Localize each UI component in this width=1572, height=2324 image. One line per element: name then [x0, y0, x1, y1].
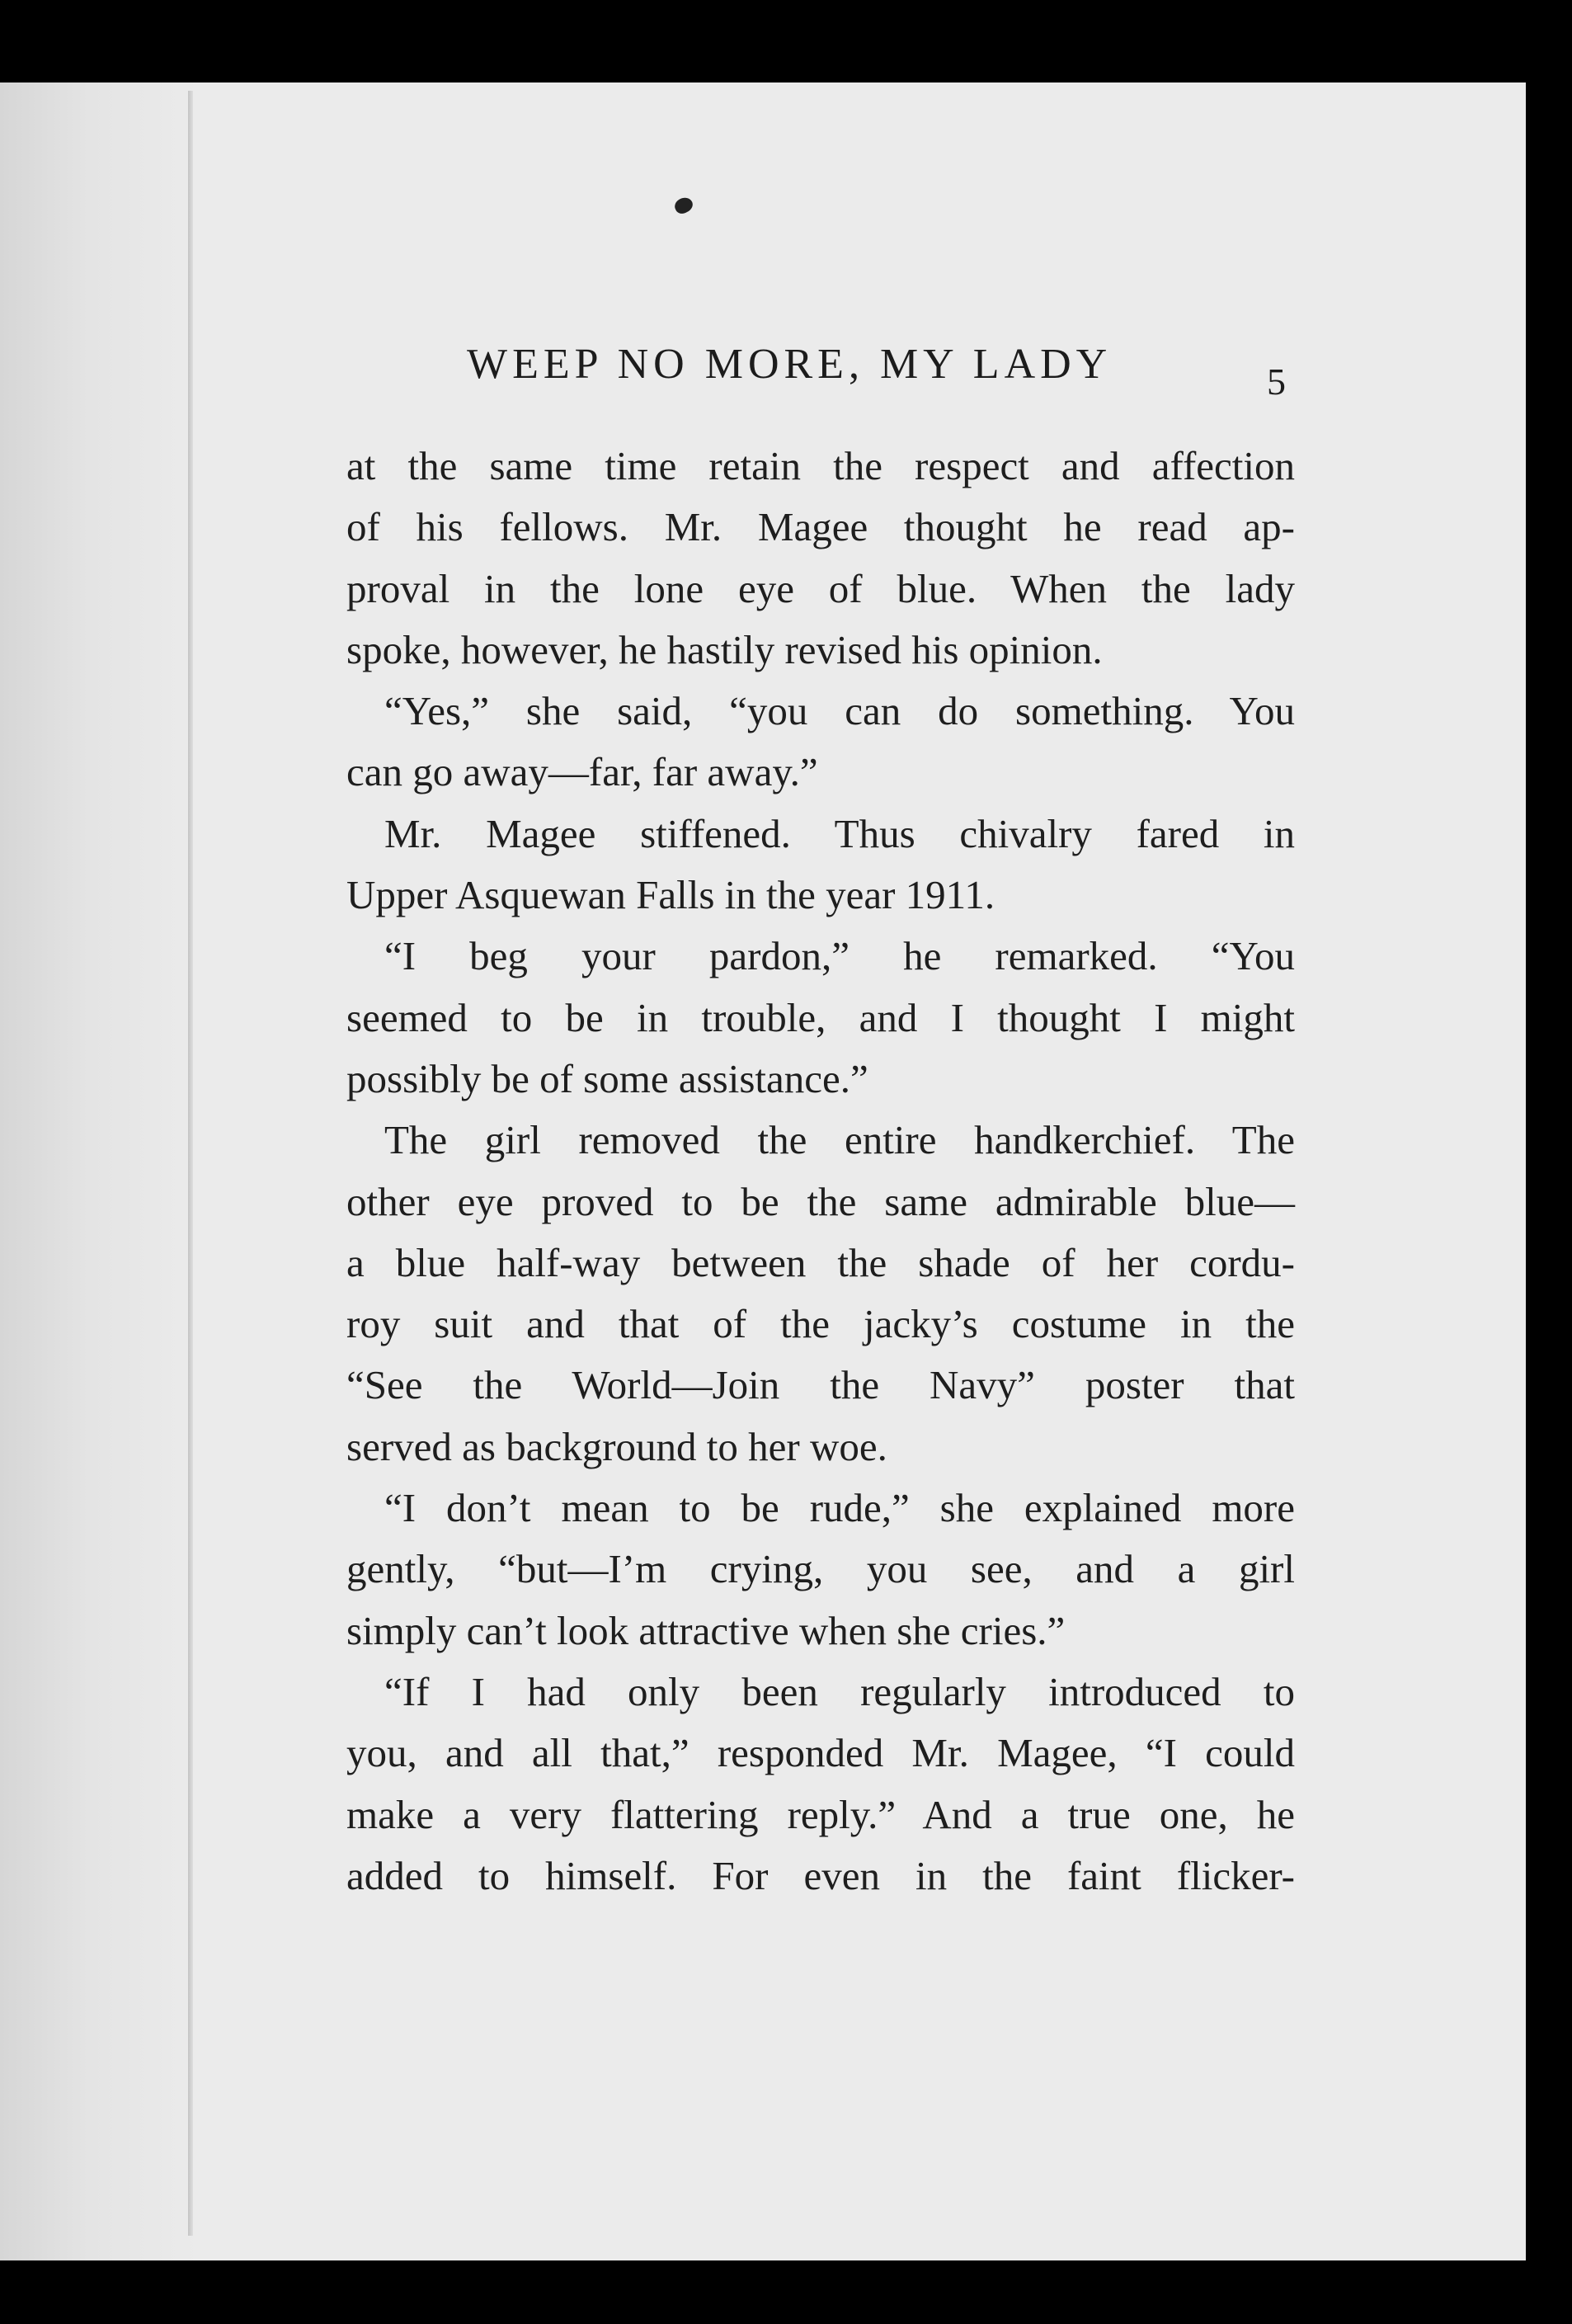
- binding-edge: [188, 91, 193, 2236]
- text-line: “Yes,” she said, “you can do something. You: [384, 688, 1295, 734]
- text-line: Mr. Magee stiffened. Thus chivalry fared in: [384, 810, 1295, 856]
- text-line: spoke, however, he hastily revised his opinion.: [346, 626, 1103, 672]
- text-line: “See the World—Join the Navy” poster that: [346, 1362, 1295, 1408]
- text-line: simply can’t look attractive when she cries.”: [346, 1607, 1066, 1653]
- text-line: gently, “but—I’m crying, you see, and a girl: [346, 1546, 1295, 1592]
- text-line: seemed to be in trouble, and I thought I might: [346, 994, 1295, 1040]
- text-line: The girl removed the entire handkerchief. The: [384, 1117, 1295, 1163]
- book-gutter: [0, 82, 198, 2260]
- text-line: served as background to her woe.: [346, 1423, 887, 1469]
- text-line: Upper Asquewan Falls in the year 1911.: [346, 872, 995, 918]
- text-line: added to himself. For even in the faint flicker-: [346, 1852, 1295, 1898]
- text-line: proval in the lone eye of blue. When the lady: [346, 565, 1295, 611]
- text-line: “If I had only been regularly introduced to: [384, 1668, 1295, 1714]
- text-line: you, and all that,” responded Mr. Magee, “I could: [346, 1730, 1295, 1776]
- text-line: of his fellows. Mr. Magee thought he read ap-: [346, 504, 1295, 550]
- running-head: WEEP NO MORE, MY LADY: [467, 341, 1113, 388]
- text-line: possibly be of some assistance.”: [346, 1055, 868, 1101]
- text-line: a blue half-way between the shade of her cordu-: [346, 1239, 1295, 1285]
- text-line: make a very flattering reply.” And a true one, he: [346, 1791, 1295, 1837]
- text-line: “I beg your pardon,” he remarked. “You: [384, 933, 1295, 979]
- body-text: [346, 436, 1295, 1907]
- text-line: other eye proved to be the same admirable blue—: [346, 1178, 1295, 1224]
- text-line: roy suit and that of the jacky’s costume in the: [346, 1301, 1295, 1347]
- text-line: can go away—far, far away.”: [346, 749, 818, 795]
- page-number: 5: [1267, 361, 1286, 403]
- text-line: at the same time retain the respect and affection: [346, 443, 1295, 488]
- text-line: “I don’t mean to be rude,” she explained more: [384, 1485, 1295, 1531]
